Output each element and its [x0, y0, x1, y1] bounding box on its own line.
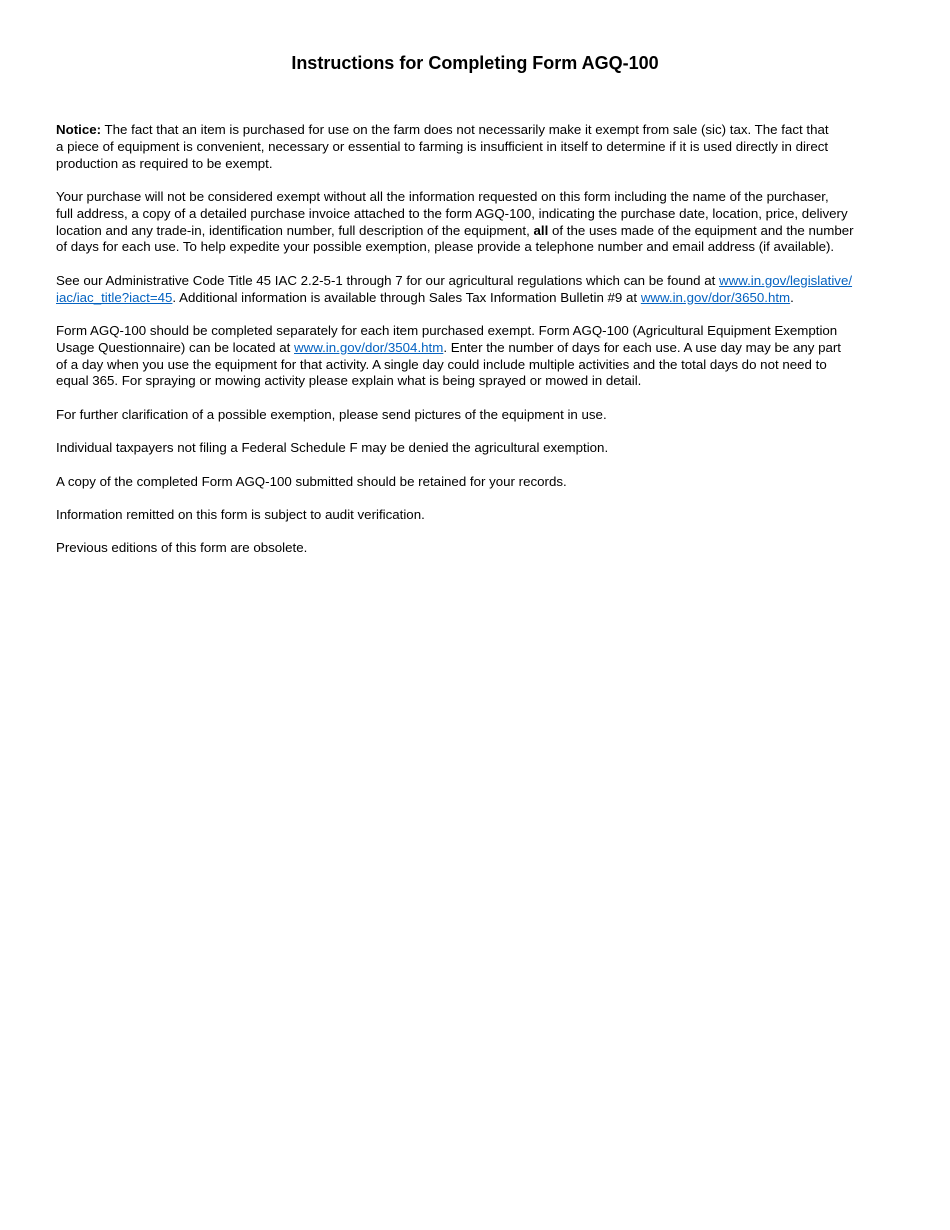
instructions-body: [56, 122, 898, 574]
form-info-line-1: Form AGQ-100 should be completed separately for each item purchased exempt. Form AGQ-100 (Agricultural Equipment Exemption: [56, 322, 838, 338]
purchase-line-3-post: of the uses made of the equipment and the number: [548, 222, 854, 238]
audit-paragraph: Information remitted on this form is subject to audit verification.: [56, 506, 425, 522]
page-title: Instructions for Completing Form AGQ-100: [291, 53, 659, 73]
admin-code-paragraph: [56, 273, 898, 307]
notice-paragraph: [56, 122, 898, 172]
purchase-line-4: of days for each use. To help expedite your possible exemption, please provide a telephone number and email address (if available).: [56, 239, 835, 255]
purchase-all-emphasis: all: [533, 222, 549, 238]
form-info-paragraph: [56, 323, 898, 390]
legislative-link-part-2[interactable]: iac/iac_title?iact=45: [56, 289, 173, 305]
admin-code-line-2-mid: . Additional information is available through Sales Tax Information Bulletin #9 at: [172, 289, 641, 305]
form-info-line-2-pre: Usage Questionnaire) can be located at: [56, 339, 295, 355]
admin-code-line-1: [56, 273, 898, 290]
form-location-link[interactable]: www.in.gov/dor/3504.htm: [294, 339, 444, 355]
admin-code-line-2: [56, 290, 898, 307]
purchase-line-3-pre: location and any trade-in, identification number, full description of the equipment,: [56, 222, 534, 238]
purchase-line-3: [56, 223, 898, 240]
form-info-line-2-post: . Enter the number of days for each use. A use day may be any part: [443, 339, 841, 355]
purchase-line-2: full address, a copy of a detailed purchase invoice attached to the form AGQ-100, indicating the purchase date, location, price, delivery: [56, 205, 848, 221]
copy-retained-paragraph: A copy of the completed Form AGQ-100 submitted should be retained for your records.: [56, 473, 567, 489]
purchase-requirements-paragraph: [56, 189, 898, 256]
bulletin-link[interactable]: www.in.gov/dor/3650.htm: [640, 289, 791, 305]
notice-label: Notice:: [56, 122, 102, 137]
form-info-line-4: equal 365. For spraying or mowing activity please explain what is being sprayed or mowed in detail.: [56, 373, 642, 389]
notice-line-1-text: The fact that an item is purchased for use on the farm does not necessarily make it exempt from sale (sic) tax. The fact that: [101, 122, 829, 137]
admin-code-line-1-text: See our Administrative Code Title 45 IAC 2.2-5-1 through 7 for our agricultural regulations which can be found at: [56, 272, 720, 288]
purchase-line-1: Your purchase will not be considered exempt without all the information requested on this form including the name of the purchaser,: [56, 188, 829, 204]
form-info-line-2: [56, 340, 898, 357]
legislative-link-part-1[interactable]: www.in.gov/legislative/: [719, 272, 853, 288]
schedule-f-paragraph: Individual taxpayers not filing a Federal Schedule F may be denied the agricultural exemption.: [56, 440, 609, 456]
notice-line-2: a piece of equipment is convenient, necessary or essential to farming is insufficient in itself to determine if it is used directly in direct: [56, 138, 829, 154]
notice-line-3: production as required to be exempt.: [56, 155, 273, 171]
form-info-line-3: of a day when you use the equipment for that activity. A single day could include multiple activities and the total days do not need to: [56, 356, 827, 372]
notice-line-1: [56, 122, 898, 139]
admin-code-line-2-end: .: [790, 289, 794, 305]
clarification-paragraph: For further clarification of a possible exemption, please send pictures of the equipment in use.: [56, 406, 607, 422]
obsolete-paragraph: Previous editions of this form are obsolete.: [56, 540, 308, 556]
